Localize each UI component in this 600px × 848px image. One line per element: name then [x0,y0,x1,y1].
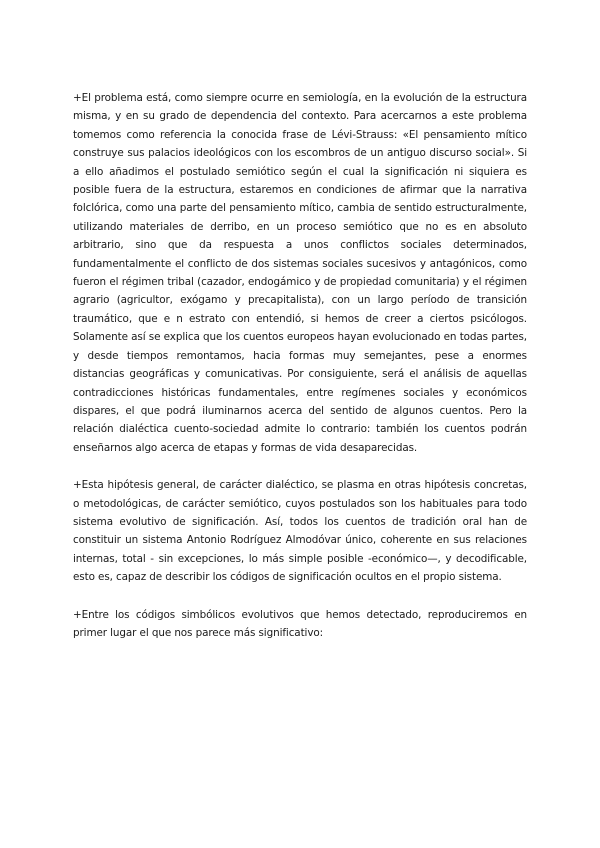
paragraph-2: +Esta hipótesis general, de carácter dialéctico, se plasma en otras hipótesis concretas, o metodológicas, de carácter semiótico, cuyos postulados son los habituales para todo sistema evolutivo de significación. Así, todos los cuentos de tradición oral han de constituir un sistema Antonio Rodríguez Almodóvar único, coherente en sus relaciones internas, total - sin excepciones, lo más simple posible -económico—, y decodificable, esto es, capaz de describir los códigos de significación ocultos en el propio sistema. [73,479,527,584]
paragraph-1: +El problema está, como siempre ocurre en semiología, en la evolución de la estructura misma, y en su grado de dependencia del contexto. Para acercarnos a este problema tomemos como referencia la conocida frase de Lévi-Strauss: «El pensamiento mítico construye sus palacios ideológicos con los escombros de un antiguo discurso social». Si a ello añadimos el postulado semiótico según el cual la significación ni siquiera es posible fuera de la estructura, estaremos en condiciones de afirmar que la narrativa folclórica, como una parte del pensamiento mítico, cambia de sentido estructuralmente, utilizando materiales de derribo, en un proceso semiótico que no es en absoluto arbitrario, sino que da respuesta a unos conflictos sociales determinados, fundamentalmente el conflicto de dos sistemas sociales sucesivos y antagónicos, como fueron el régimen tribal (cazador, endogámico y de propiedad comunitaria) y el régimen agrario (agricultor, exógamo y precapitalista), con un largo período de transición traumático, que e n estrato con entendió, si hemos de creer a ciertos psicólogos. Solamente así se explica que los cuentos europeos hayan evolucionado en todas partes, y desde tiempos remontamos, hacia formas muy semejantes, pese a enormes distancias geográficas y comunicativas. Por consiguiente, será el análisis de aquellas contradicciones históricas fundamentales, entre regímenes sociales y económicos dispares, el que podrá iluminarnos acerca del sentido de algunos cuentos. Pero la relación dialéctica cuento-sociedad admite lo contrario: también los cuentos podrán enseñarnos algo acerca de etapas y formas de vida desaparecidas. [73,92,527,454]
paragraph-3: +Entre los códigos simbólicos evolutivos que hemos detectado, reproduciremos en primer lugar el que nos parece más significativo: [73,608,527,639]
document-body [73,89,527,661]
